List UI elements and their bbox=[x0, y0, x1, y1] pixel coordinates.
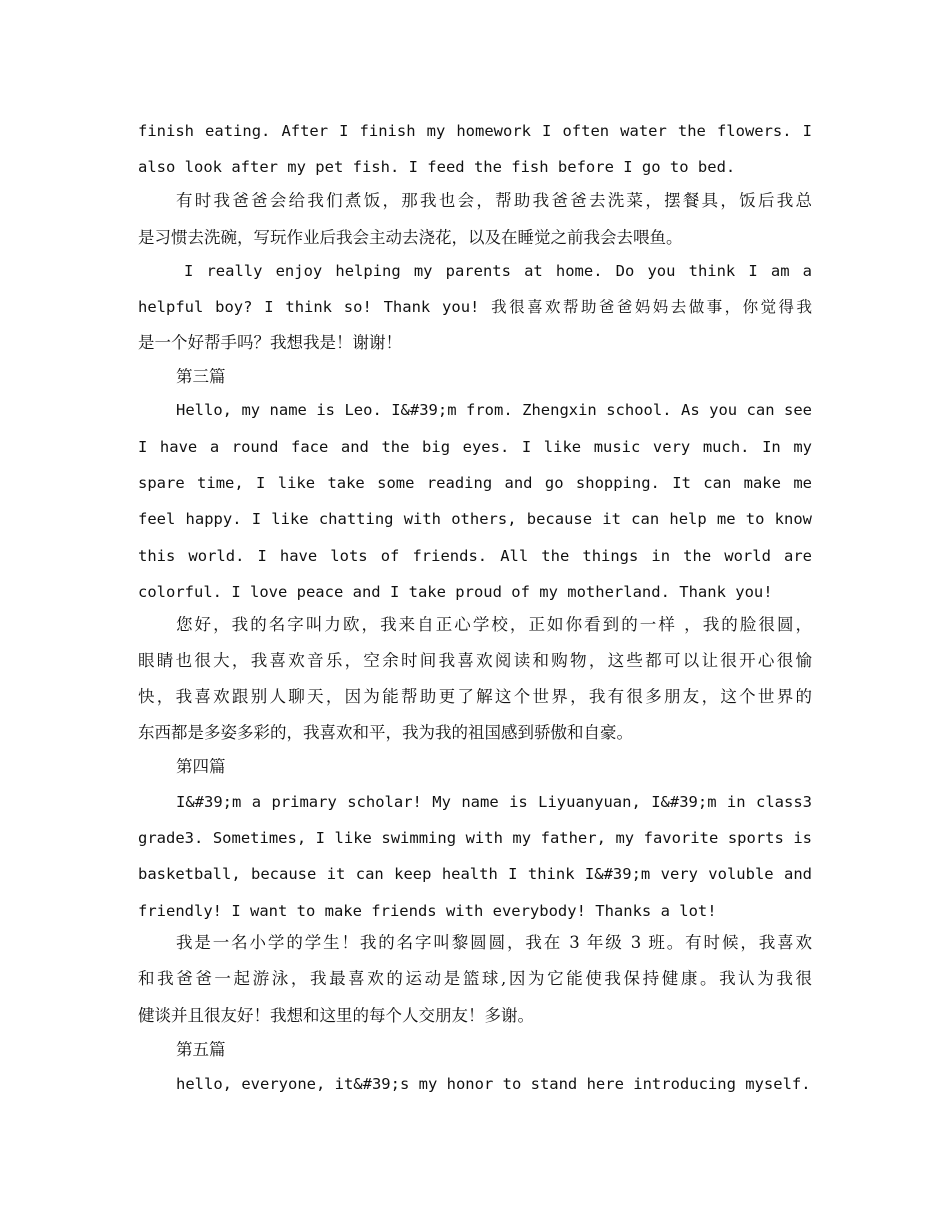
text-line: this world. I have lots of friends. All the things in the world are bbox=[138, 547, 812, 565]
section-heading: 第四篇 bbox=[176, 757, 226, 776]
text-line: colorful. I love peace and I take proud of my motherland. Thank you! bbox=[138, 583, 773, 601]
text-line: I really enjoy helping my parents at home. Do you think I am a bbox=[184, 262, 812, 280]
text-line: Hello, my name is Leo. I&#39;m from. Zhengxin school. As you can see bbox=[176, 401, 812, 419]
text-line: 是习惯去洗碗，写玩作业后我会主动去浇花，以及在睡觉之前我会去喂鱼。 bbox=[138, 228, 683, 247]
text-line: 健谈并且很友好！我想和这里的每个人交朋友！多谢。 bbox=[138, 1006, 534, 1025]
text-line: 快，我喜欢跟别人聊天，因为能帮助更了解这个世界，我有很多朋友，这个世界的 bbox=[138, 687, 812, 706]
text-line: 有时我爸爸会给我们煮饭，那我也会，帮助我爸爸去洗菜，摆餐具，饭后我总 bbox=[176, 191, 812, 210]
text-line: also look after my pet fish. I feed the fish before I go to bed. bbox=[138, 158, 736, 176]
text-line: 和我爸爸一起游泳，我最喜欢的运动是篮球,因为它能使我保持健康。我认为我很 bbox=[138, 969, 812, 988]
section-heading: 第三篇 bbox=[176, 367, 226, 386]
text-line: helpful boy? I think so! Thank you! 我很喜欢帮助爸爸妈妈去做事，你觉得我 bbox=[138, 298, 812, 316]
text-line: friendly! I want to make friends with everybody! Thanks a lot! bbox=[138, 902, 717, 920]
text-line: 眼睛也很大，我喜欢音乐，空余时间我喜欢阅读和购物，这些都可以让很开心很愉 bbox=[138, 651, 812, 670]
text-line: 东西都是多姿多彩的，我喜欢和平，我为我的祖国感到骄傲和自豪。 bbox=[138, 723, 633, 742]
text-line: feel happy. I like chatting with others, because it can help me to know bbox=[138, 510, 812, 528]
text-line: finish eating. After I finish my homework I often water the flowers. I bbox=[138, 122, 812, 140]
text-line: 您好，我的名字叫力欧，我来自正心学校，正如你看到的一样 ，我的脸很圆， bbox=[176, 615, 812, 634]
text-line: grade3. Sometimes, I like swimming with my father, my favorite sports is bbox=[138, 829, 812, 847]
text-line: 是一个好帮手吗？我想我是！谢谢！ bbox=[138, 333, 402, 352]
text-line: 我是一名小学的学生！我的名字叫黎圆圆，我在 3 年级 3 班。有时候，我喜欢 bbox=[176, 933, 812, 952]
text-line: basketball, because it can keep health I think I&#39;m very voluble and bbox=[138, 865, 812, 883]
section-heading: 第五篇 bbox=[176, 1040, 226, 1059]
text-line: spare time, I like take some reading and go shopping. It can make me bbox=[138, 474, 812, 492]
text-line: hello, everyone, it&#39;s my honor to stand here introducing myself. bbox=[176, 1075, 811, 1093]
text-line: I&#39;m a primary scholar! My name is Liyuanyuan, I&#39;m in class3 bbox=[176, 793, 812, 811]
text-line: I have a round face and the big eyes. I like music very much. In my bbox=[138, 438, 812, 456]
